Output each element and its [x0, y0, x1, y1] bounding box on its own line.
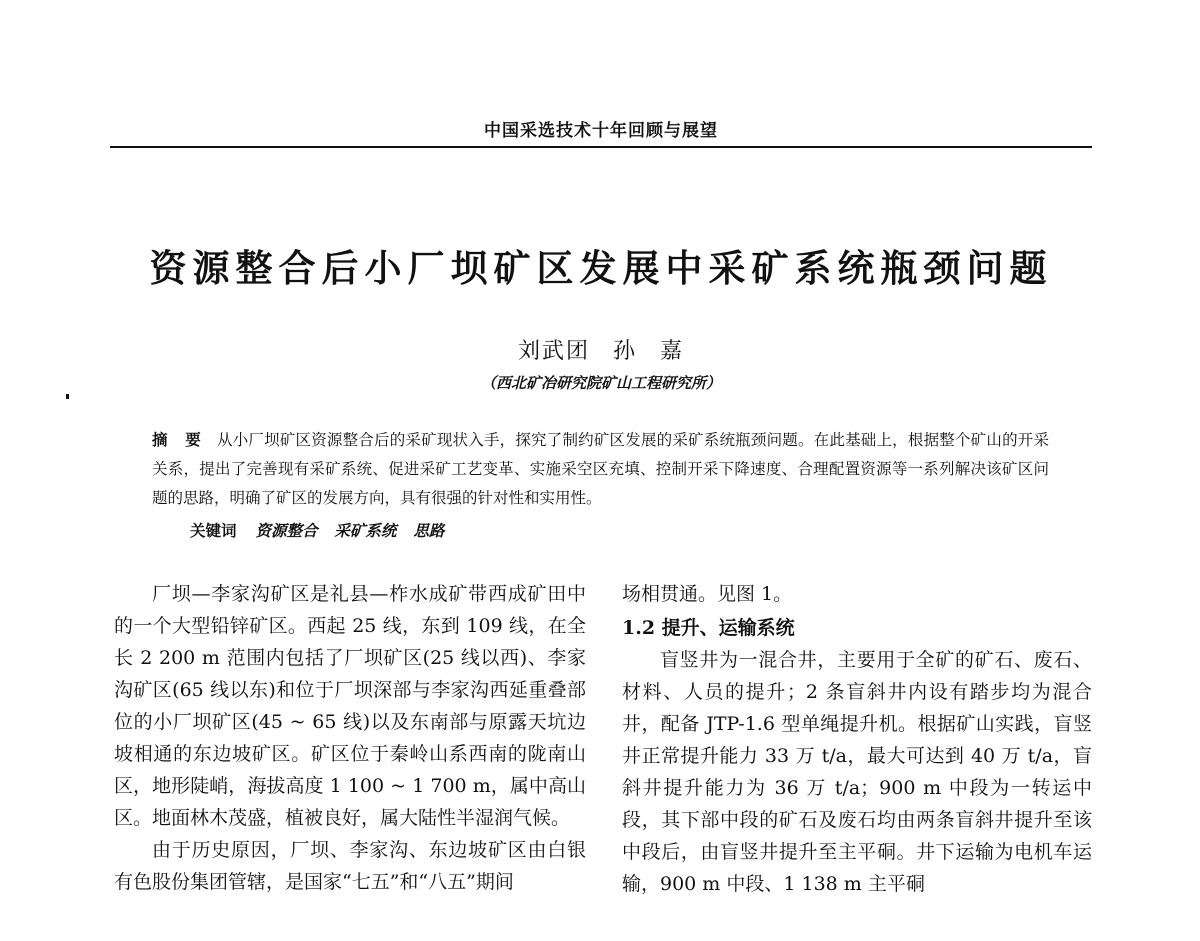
- running-head: 中国采选技术十年回顾与展望: [484, 121, 718, 141]
- body-right-column: [622, 578, 1092, 900]
- abstract-label: 摘 要: [152, 430, 208, 449]
- body-paragraph: 由于历史原因，厂坝、李家沟、东边坡矿区由白银有色股份集团管辖，是国家“七五”和“八五”期间: [114, 839, 586, 893]
- body-left-column: [114, 578, 586, 898]
- affiliation: （西北矿冶研究院矿山工程研究所）: [480, 374, 721, 392]
- body-paragraph: 场相贯通。见图 1。: [622, 583, 793, 605]
- header-rule: [110, 146, 1092, 148]
- body-paragraph: 盲竖井为一混合井，主要用于全矿的矿石、废石、材料、人员的提升；2 条盲斜井内设有踏步均为混合井，配备 JTP-1.6 型单绳提升机。根据矿山实践，盲竖井正常提升能力 33 万 t/a，最大可达到 40 万 t/a，盲斜井提升能力为 36 万 t/a；900 m 中段为一转运中段，其下部中段的矿石及废石均由两条盲斜井提升至该中段后，由盲竖井提升至主平硐。井下运输为电机车运输，900 m 中段、1 138 m 主平硐: [622, 649, 1092, 895]
- abstract-text: 从小厂坝矿区资源整合后的采矿现状入手，探究了制约矿区发展的采矿系统瓶颈问题。在此基础上，根据整个矿山的开采关系，提出了完善现有采矿系统、促进采矿工艺变革、实施采空区充填、控制开采下降速度、合理配置资源等一系列解决该矿区问题的思路，明确了矿区的发展方向，具有很强的针对性和实用性。: [152, 431, 1049, 507]
- body-paragraph: 厂坝—李家沟矿区是礼县—柞水成矿带西成矿田中的一个大型铅锌矿区。西起 25 线，东到 109 线，在全长 2 200 m 范围内包括了厂坝矿区(25 线以西)、李家沟矿区(65 线以东)和位于厂坝深部与李家沟西延重叠部位的小厂坝矿区(45 ~ 65 线)以及东南部与原露天坑边坡相通的东边坡矿区。矿区位于秦岭山系西南的陇南山区，地形陡峭，海拔高度 1 100 ~ 1 700 m，属中高山区。地面林木茂盛，植被良好，属大陆性半湿润气候。: [114, 583, 586, 829]
- authors: 刘武团 孙 嘉: [518, 339, 684, 364]
- section-heading: 1.2 提升、运输系统: [622, 617, 795, 639]
- keyword: 思路: [413, 521, 445, 540]
- abstract: [152, 425, 1049, 513]
- keywords: [190, 519, 1050, 541]
- keyword: 采矿系统: [334, 521, 397, 540]
- keywords-label: 关键词: [190, 521, 237, 540]
- keyword: 资源整合: [255, 521, 318, 540]
- scan-mark: [66, 394, 69, 399]
- paper-title: 资源整合后小厂坝矿区发展中采矿系统瓶颈问题: [149, 246, 1053, 290]
